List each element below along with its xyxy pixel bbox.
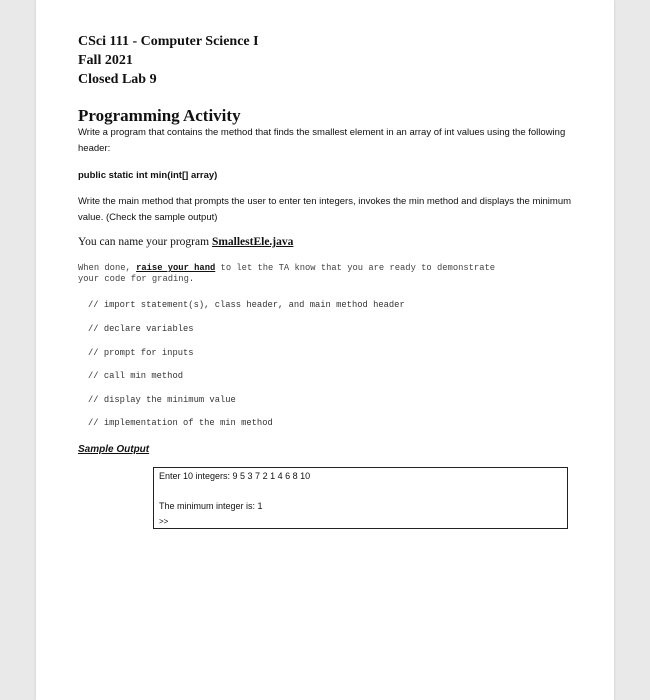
method-signature: public static int min(int[] array) bbox=[78, 170, 218, 181]
course-title: CSci 111 - Computer Science I bbox=[78, 34, 259, 49]
code-comment: // call min method bbox=[88, 371, 184, 381]
semester: Fall 2021 bbox=[78, 53, 133, 68]
sample-output-box bbox=[153, 467, 568, 529]
instructions-paragraph: Write a program that contains the method that finds the smallest element in an array of int values using the following header: bbox=[78, 127, 566, 154]
document-page bbox=[36, 0, 614, 700]
code-comment: // display the minimum value bbox=[88, 395, 236, 405]
code-comment: // prompt for inputs bbox=[88, 348, 194, 358]
output-line-result: The minimum integer is: 1 bbox=[159, 501, 263, 511]
main-method-paragraph: Write the main method that prompts the user to enter ten integers, invokes the min method and displays the minimum value. (Check the sample output) bbox=[78, 196, 572, 223]
program-name-prefix: You can name your program bbox=[78, 236, 212, 248]
program-name-line bbox=[78, 236, 293, 248]
section-title: Programming Activity bbox=[78, 106, 241, 125]
submission-note-suffix: to let the TA know that you are ready to demonstrate your code for grading. bbox=[78, 263, 496, 284]
code-comment: // implementation of the min method bbox=[88, 418, 273, 428]
code-comment: // declare variables bbox=[88, 324, 194, 334]
code-comment: // import statement(s), class header, and main method header bbox=[88, 300, 405, 310]
submission-note-prefix: When done, bbox=[78, 263, 137, 273]
submission-note bbox=[78, 263, 518, 285]
sample-output-label: Sample Output bbox=[78, 444, 150, 455]
output-line-prompt: Enter 10 integers: 9 5 3 7 2 1 4 6 8 10 bbox=[159, 471, 311, 481]
output-line-cursor: >> bbox=[159, 517, 169, 526]
lab-title: Closed Lab 9 bbox=[78, 72, 157, 87]
program-file-name: SmallestEle.java bbox=[211, 236, 294, 248]
raise-hand-emphasis: raise your hand bbox=[136, 263, 216, 273]
